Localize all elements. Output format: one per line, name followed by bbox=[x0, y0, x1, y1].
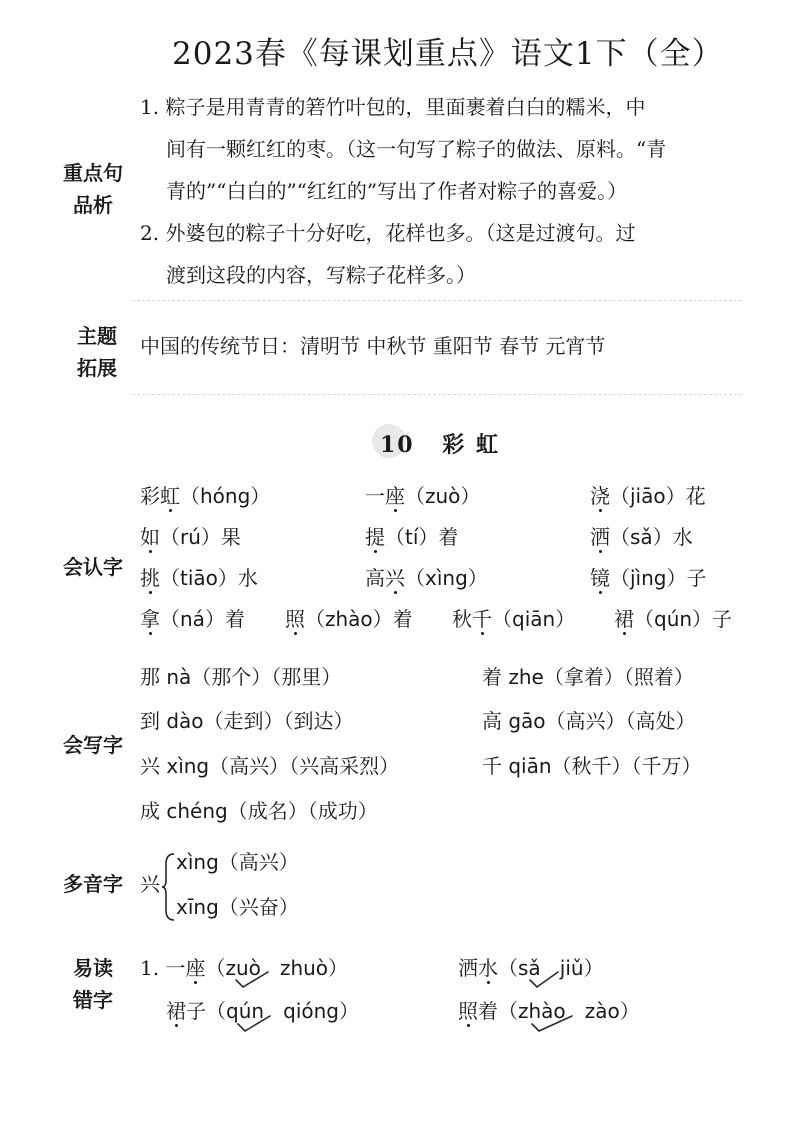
key-sentences-block bbox=[140, 86, 666, 296]
label-key-sentences: 重点句 品析 bbox=[63, 161, 123, 217]
recognize-word: 洒（sǎ）水 bbox=[590, 521, 693, 550]
brace-icon bbox=[162, 852, 176, 922]
polyphone-reading: xīng（兴奋） bbox=[176, 895, 299, 919]
polyphone-char: 兴 bbox=[140, 872, 160, 896]
page-title: 2023春《每课划重点》语文1下（全） bbox=[172, 36, 724, 72]
label-misread: 易读 错字 bbox=[73, 956, 113, 1012]
recognize-word: 如（rú）果 bbox=[140, 521, 241, 550]
recognize-word: 彩虹（hóng） bbox=[140, 480, 270, 509]
check-icon bbox=[234, 968, 274, 990]
write-word: 着 zhe（拿着）（照着） bbox=[482, 665, 694, 689]
sentence-1-line-2: 间有一颗红红的枣。（这一句写了粽子的做法、原料。“青 bbox=[166, 137, 667, 161]
write-word: 高 gāo（高兴）（高处） bbox=[482, 709, 696, 733]
write-word: 兴 xìng（高兴）（兴高采烈） bbox=[140, 754, 400, 778]
misread-item: 1. 一座（zuò zhuò） bbox=[140, 952, 348, 981]
recognize-word: 挑（tiāo）水 bbox=[140, 562, 258, 591]
write-word: 成 chéng（成名）（成功） bbox=[140, 799, 378, 823]
recognize-word: 秋千（qiān） bbox=[452, 603, 575, 632]
recognize-word: 提（tí）着 bbox=[365, 521, 458, 550]
recognize-word: 浇（jiāo）花 bbox=[590, 480, 706, 509]
misread-item: 洒水（sǎ jiǔ） bbox=[458, 952, 604, 981]
check-icon bbox=[530, 1012, 578, 1034]
sentence-2-line-2: 渡到这段的内容，写粽子花样多。） bbox=[166, 263, 476, 287]
recognize-word: 拿（ná）着 bbox=[140, 603, 245, 632]
check-icon bbox=[528, 968, 564, 990]
label-polyphone: 多音字 bbox=[63, 872, 123, 896]
recognize-word: 照（zhào）着 bbox=[285, 603, 413, 632]
lesson-title bbox=[380, 428, 500, 459]
misread-item: 裙子（qún qióng） bbox=[166, 995, 359, 1024]
lesson-number: 10 bbox=[380, 432, 415, 458]
lesson-name: 彩 虹 bbox=[442, 432, 500, 458]
sentence-2-line-1: 2. 外婆包的粽子十分好吃，花样也多。（这是过渡句。过 bbox=[140, 221, 636, 245]
label-recognize: 会认字 bbox=[63, 555, 123, 579]
polyphone-reading: xìng（高兴） bbox=[176, 850, 299, 874]
divider bbox=[132, 394, 742, 395]
divider bbox=[132, 300, 742, 301]
check-icon bbox=[236, 1012, 276, 1034]
label-topic: 主题 拓展 bbox=[77, 324, 117, 380]
write-word: 千 qiān（秋千）（千万） bbox=[482, 754, 702, 778]
topic-festivals: 中国的传统节日：清明节 中秋节 重阳节 春节 元宵节 bbox=[140, 334, 606, 358]
recognize-word: 高兴（xìng） bbox=[365, 562, 488, 591]
misread-item: 照着（zhào zào） bbox=[458, 995, 640, 1024]
write-word: 到 dào（走到）（到达） bbox=[140, 709, 354, 733]
sentence-1-line-3: 青的”“白白的”“红红的”写出了作者对粽子的喜爱。） bbox=[166, 179, 628, 203]
sentence-1-line-1: 1. 粽子是用青青的箬竹叶包的，里面裹着白白的糯米，中 bbox=[140, 95, 646, 119]
label-write: 会写字 bbox=[63, 733, 123, 757]
recognize-word: 裙（qún）子 bbox=[614, 603, 732, 632]
recognize-word: 镜（jìng）子 bbox=[590, 562, 706, 591]
write-word: 那 nà（那个）（那里） bbox=[140, 665, 342, 689]
recognize-word: 一座（zuò） bbox=[365, 480, 480, 509]
